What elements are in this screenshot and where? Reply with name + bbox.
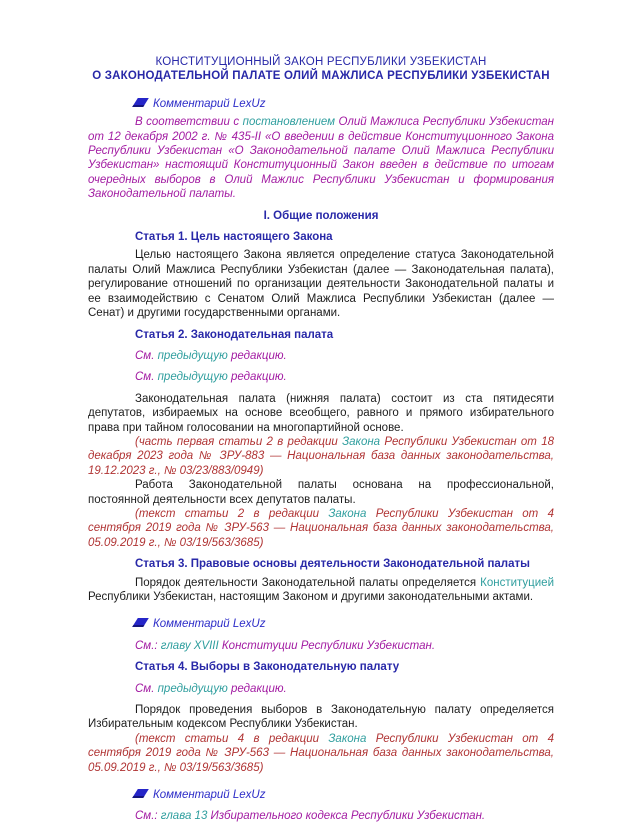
article-3-text-pre: Порядок деятельности Законодательной палаты определяется — [135, 576, 481, 589]
previous-edition-link[interactable]: предыдущую — [157, 371, 228, 384]
article-2-amendment-note-2 — [88, 507, 554, 550]
article-4-paragraph: Порядок проведения выборов в Законодательную палату определяется Избирательным кодексом Республики Узбекистан. — [88, 704, 554, 731]
article-2-paragraph-2: Работа Законодательной палаты основана на профессиональной, постоянной деятельности всех депутатов палаты. — [88, 479, 554, 506]
lexuz-comment-link-article-4[interactable] — [88, 788, 554, 802]
article-3-see-reference — [88, 639, 554, 653]
see-prev-post: редакцию. — [227, 371, 287, 384]
intro-paragraph — [88, 115, 554, 201]
see-previous-edition-line-2 — [88, 370, 554, 384]
amendment-text-pre: (часть первая статьи 2 в редакции — [135, 435, 343, 448]
article-3-paragraph — [88, 576, 554, 605]
lexuz-comment-link-intro[interactable] — [88, 97, 554, 111]
previous-edition-link[interactable]: предыдущую — [157, 349, 228, 362]
lexuz-comment-label: Комментарий LexUz — [153, 618, 266, 631]
see-prev-post: редакцию. — [227, 682, 287, 695]
amendment-text-post: Республики Узбекистан от 18 декабря 2023 года № ЗРУ-883 — Национальная база данных законодательства, 19.12.2023 г., № 03/23/883/0949) — [88, 435, 554, 477]
article-4-amendment-note — [88, 732, 554, 775]
article-3-heading: Статья 3. Правовые основы деятельности Законодательной палаты — [135, 558, 530, 571]
article-2-heading: Статья 2. Законодательная палата — [135, 328, 334, 341]
see-previous-edition-line-3 — [88, 682, 554, 696]
see-prev-post: редакцию. — [227, 349, 287, 362]
intro-text-post: Олий Мажлиса Республики Узбекистан от 12 декабря 2002 г. № 435-II «О введении в действие Конституционного Закона Республики Узбекистан «О Законодательной палате Олий Мажлиса Республики Узбекистан» настоящий Конституционный Закон введен в действие по итогам очередных выборов в Олий Мажлис Республики Узбекистан и формирования Законодательной палаты. — [88, 116, 554, 201]
constitution-link[interactable]: Конституцией — [480, 576, 554, 589]
amendment-text-pre: (текст статьи 2 в редакции — [135, 507, 329, 520]
lexuz-comment-label: Комментарий LexUz — [153, 97, 266, 110]
law-link[interactable]: Закона — [328, 507, 367, 520]
see-ref-pre: См.: — [135, 810, 161, 823]
law-link[interactable]: Закона — [328, 732, 367, 745]
lexuz-comment-icon — [132, 789, 149, 798]
lexuz-comment-link-article-3[interactable] — [88, 617, 554, 631]
law-link[interactable]: Закона — [342, 435, 381, 448]
article-1-heading: Статья 1. Цель настоящего Закона — [135, 231, 333, 244]
intro-text-pre: В соответствии с — [135, 116, 243, 129]
section-1-heading: I. Общие положения — [263, 209, 379, 222]
see-ref-post: Избирательного кодекса Республики Узбекистан. — [207, 810, 486, 823]
document-title-line2: О ЗАКОНОДАТЕЛЬНОЙ ПАЛАТЕ ОЛИЙ МАЖЛИСА РЕСПУБЛИКИ УЗБЕКИСТАН — [92, 70, 550, 83]
see-prev-pre: См. — [135, 682, 158, 695]
see-previous-edition-line-1 — [88, 349, 554, 363]
see-ref-pre: См.: — [135, 639, 161, 652]
article-2-paragraph-1: Законодательная палата (нижняя палата) состоит из ста пятидесяти депутатов, избираемых на основе всеобщего, равного и прямого избирательного права при тайном голосовании на многопартийной основе. — [88, 392, 554, 434]
amendment-text-pre: (текст статьи 4 в редакции — [135, 732, 329, 745]
see-prev-pre: См. — [135, 349, 158, 362]
amendment-text-post: Республики Узбекистан от 4 сентября 2019 года № ЗРУ-563 — Национальная база данных законодательства, 05.09.2019 г., № 03/19/563/3685) — [88, 507, 554, 549]
electoral-code-chapter-link[interactable]: глава 13 — [160, 810, 208, 823]
article-2-amendment-note-1 — [88, 435, 554, 478]
amendment-text-post: Республики Узбекистан от 4 сентября 2019 года № ЗРУ-563 — Национальная база данных законодательства, 05.09.2019 г., № 03/19/563/3685) — [88, 732, 554, 774]
lexuz-comment-icon — [132, 618, 149, 627]
article-3-text-post: Республики Узбекистан, настоящим Законом и другими законодательными актами. — [88, 591, 534, 603]
see-prev-pre: См. — [135, 371, 158, 384]
article-4-see-reference — [88, 809, 554, 823]
lexuz-comment-label: Комментарий LexUz — [153, 789, 266, 802]
resolution-link[interactable]: постановлением — [242, 116, 336, 129]
constitution-chapter-link[interactable]: главу XVIII — [160, 639, 219, 652]
previous-edition-link[interactable]: предыдущую — [157, 682, 228, 695]
article-4-heading: Статья 4. Выборы в Законодательную палату — [135, 661, 400, 674]
lexuz-comment-icon — [132, 98, 149, 107]
document-title-line1: КОНСТИТУЦИОННЫЙ ЗАКОН РЕСПУБЛИКИ УЗБЕКИСТАН — [155, 56, 487, 68]
article-1-paragraph: Целью настоящего Закона является определение статуса Законодательной палаты Олий Мажлиса Республики Узбекистан (далее — Законодательная палата), регулирование отношений по организации деятельности Законодательной палаты и ее взаимодействию с Сенатом Олий Мажлиса Республики Узбекистан (далее — Сенат) и другими государственными органами. — [88, 249, 554, 320]
see-ref-post: Конституции Республики Узбекистан. — [218, 639, 436, 652]
